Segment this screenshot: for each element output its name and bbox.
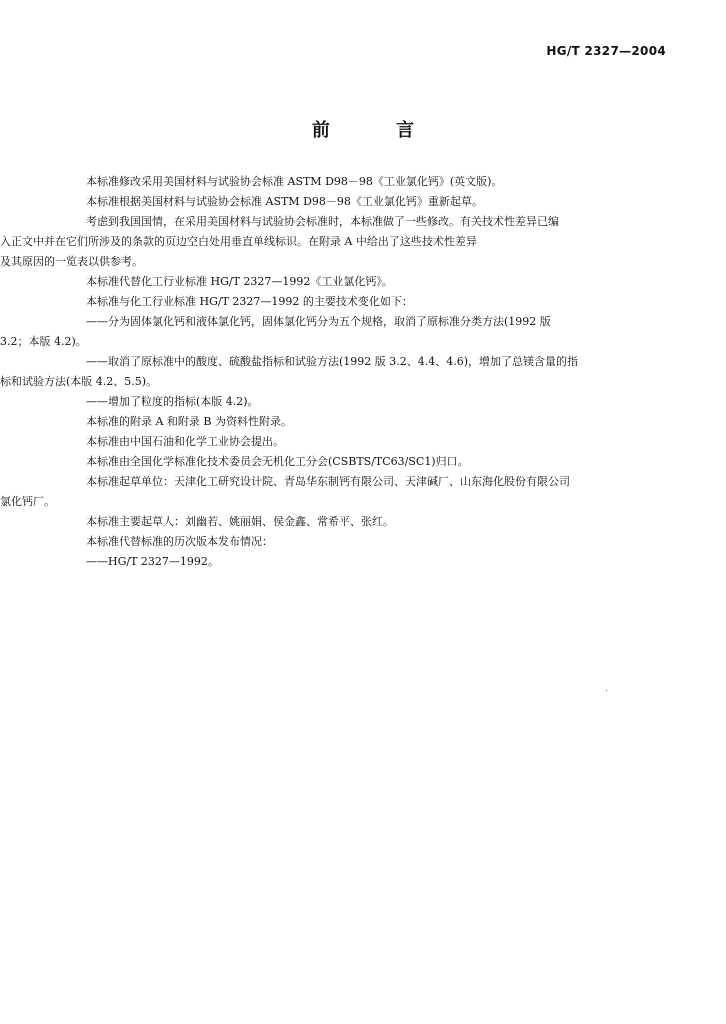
paragraph-centralized-by: 本标准由全国化学标准化技术委员会无机化工分会(CSBTS/TC63/SC1)归口。 xyxy=(86,455,469,468)
history-item: ——HG/T 2327—1992。 xyxy=(86,555,219,568)
paragraph-replaces: 本标准代替化工行业标准 HG/T 2327—1992《工业氯化钙》。 xyxy=(86,275,393,288)
paragraph-proposed-by: 本标准由中国石油和化学工业协会提出。 xyxy=(86,435,284,448)
change-item-2-line1: ——取消了原标准中的酸度、硫酸盐指标和试验方法(1992 版 3.2、4.4、4.6)，增加了总镁含量的指 xyxy=(86,355,579,368)
change-item-1-line2: 3.2；本版 4.2)。 xyxy=(0,335,87,348)
paragraph-changes-intro: 本标准与化工行业标准 HG/T 2327—1992 的主要技术变化如下： xyxy=(86,295,413,308)
paragraph-adoption: 本标准修改采用美国材料与试验协会标准 ASTM D98－98《工业氯化钙》(英文版)。 xyxy=(86,175,503,188)
paragraph-annexes: 本标准的附录 A 和附录 B 为资料性附录。 xyxy=(86,415,293,428)
paragraph-redrafted: 本标准根据美国材料与试验协会标准 ASTM D98－98《工业氯化钙》重新起草。 xyxy=(86,195,483,208)
paragraph-modifications-line3: 及其原因的一览表以供参考。 xyxy=(0,255,143,268)
paragraph-drafters: 本标准主要起草人：刘幽若、姚丽娟、侯金鑫、常希平、张红。 xyxy=(86,515,394,528)
change-item-1-line1: ——分为固体氯化钙和液体氯化钙，固体氯化钙分为五个规格，取消了原标准分类方法(1992 版 xyxy=(86,315,551,328)
standard-code: HG/T 2327—2004 xyxy=(546,44,666,58)
paragraph-history-intro: 本标准代替标准的历次版本发布情况： xyxy=(86,535,273,548)
paragraph-modifications-line2: 入正文中并在它们所涉及的条款的页边空白处用垂直单线标识。在附录 A 中给出了这些技术性差异 xyxy=(0,235,477,248)
paragraph-drafting-units-line1: 本标准起草单位：天津化工研究设计院、青岛华东制钙有限公司、天津碱厂、山东海化股份有限公司 xyxy=(86,475,570,488)
foreword-body xyxy=(0,172,668,572)
change-item-3: ——增加了粒度的指标(本版 4.2)。 xyxy=(86,395,259,408)
change-item-2-line2: 标和试验方法(本版 4.2、5.5)。 xyxy=(0,375,158,388)
page-title: 前 言 xyxy=(311,120,445,141)
paragraph-modifications-line1: 考虑到我国国情，在采用美国材料与试验协会标准时，本标准做了一些修改。有关技术性差异已编 xyxy=(86,215,559,228)
scan-speck xyxy=(606,690,607,691)
paragraph-drafting-units-line2: 氯化钙厂。 xyxy=(0,495,55,508)
